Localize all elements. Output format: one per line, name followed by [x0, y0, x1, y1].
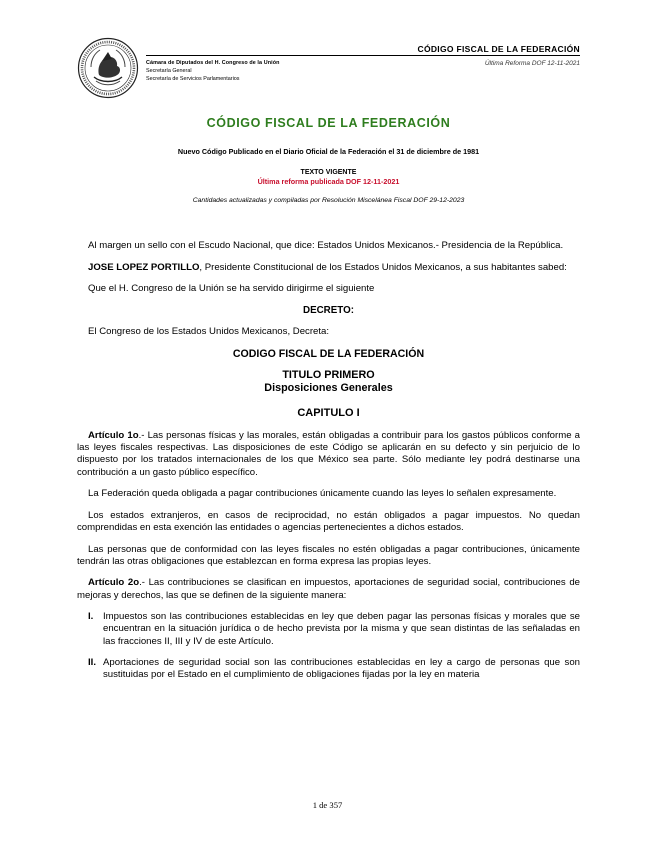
institution-line2: Secretaría General: [146, 68, 192, 74]
paragraph-congreso: Que el H. Congreso de la Unión se ha servido dirigirme el siguiente: [88, 283, 375, 295]
institution-block: [146, 59, 280, 83]
document-body: [77, 240, 580, 691]
list-item: [77, 657, 580, 681]
paragraph-personas: Las personas que de conformidad con las leyes fiscales no estén obligadas a pagar contribuciones, únicamente tendrán las otras obligaciones que establezcan en forma expresa las propias leyes.: [77, 543, 580, 567]
main-title: CÓDIGO FISCAL DE LA FEDERACIÓN: [206, 116, 451, 130]
list-item-text: Aportaciones de seguridad social son las contribuciones establecidas en ley a cargo de personas que son sustituidas por el Estado en el cumplimiento de obligaciones fijadas por la ley en materia: [103, 657, 580, 681]
paragraph-estados: Los estados extranjeros, en casos de reciprocidad, no están obligados a pagar impuestos. No quedan comprendidas en esta exención las entidades o agencias pertenecientes a dichos estados.: [77, 509, 580, 533]
article-1-label: Artículo 1o: [88, 429, 139, 441]
paragraph-jose: [77, 262, 580, 274]
paragraph-decreta: El Congreso de los Estados Unidos Mexicanos, Decreta:: [88, 325, 330, 337]
heading-codigo: CODIGO FISCAL DE LA FEDERACIÓN: [232, 347, 425, 360]
president-name: JOSE LOPEZ PORTILLO: [88, 261, 200, 273]
article-1: [77, 430, 580, 479]
heading-decreto: DECRETO:: [303, 304, 354, 316]
cantidades-note: Cantidades actualizadas y compiladas por Resolución Miscelánea Fiscal DOF 29-12-2023: [192, 197, 465, 204]
heading-capitulo: CAPITULO I: [297, 406, 360, 419]
paragraph-margen: Al margen un sello con el Escudo Nacional, que dice: Estados Unidos Mexicanos.- Presidencia de la República.: [88, 240, 564, 251]
article-2: [77, 577, 580, 601]
institution-line3: Secretaría de Servicios Parlamentarios: [146, 76, 240, 82]
texto-vigente-label: TEXTO VIGENTE: [300, 169, 357, 176]
header-rule: [146, 55, 580, 56]
page-number: 1 de 357: [312, 800, 343, 810]
ultima-reforma-label: Última reforma publicada DOF 12-11-2021: [257, 177, 400, 186]
heading-titulo-block: [77, 369, 580, 395]
list-item: [77, 611, 580, 648]
header-doc-title: CÓDIGO FISCAL DE LA FEDERACIÓN: [417, 44, 580, 54]
publication-line: Nuevo Código Publicado en el Diario Oficial de la Federación el 31 de diciembre de 1981: [177, 147, 480, 156]
list-item-number: II.: [88, 657, 96, 669]
coat-of-arms-seal-icon: [77, 37, 139, 99]
article-2-text: .- Las contribuciones se clasifican en impuestos, aportaciones de seguridad social, contribuciones de mejoras y derechos, las que se definen de la siguiente manera:: [77, 577, 580, 601]
heading-disposiciones: Disposiciones Generales: [264, 381, 393, 394]
article-2-label: Artículo 2o: [88, 577, 140, 589]
article-1-text: .- Las personas físicas y las morales, están obligadas a contribuir para los gastos públicos conforme a las leyes fiscales respectivas. Las disposiciones de este Código se aplicarán en su defecto y sin perjuicio de lo dispuesto por los tratados internacionales de los que México sea parte. Sólo mediante ley podrá destinarse una contribución a un gasto público específico.: [77, 429, 581, 478]
paragraph-jose-text: , Presidente Constitucional de los Estados Unidos Mexicanos, a sus habitantes sabed:: [199, 261, 567, 273]
list-item-text: Impuestos son las contribuciones establecidas en ley que deben pagar las personas físicas y morales que se encuentran en la situación jurídica o de hecho prevista por la misma y que sean distintas de las señaladas en las fracciones II, III y IV de este Artículo.: [103, 611, 580, 647]
list-item-number: I.: [88, 611, 94, 623]
header-last-reform: Última Reforma DOF 12-11-2021: [484, 60, 580, 67]
institution-line1: Cámara de Diputados del H. Congreso de la Unión: [146, 60, 280, 66]
paragraph-federacion: La Federación queda obligada a pagar contribuciones únicamente cuando las leyes lo señalen expresamente.: [88, 488, 557, 500]
heading-titulo: TITULO PRIMERO: [282, 368, 375, 381]
